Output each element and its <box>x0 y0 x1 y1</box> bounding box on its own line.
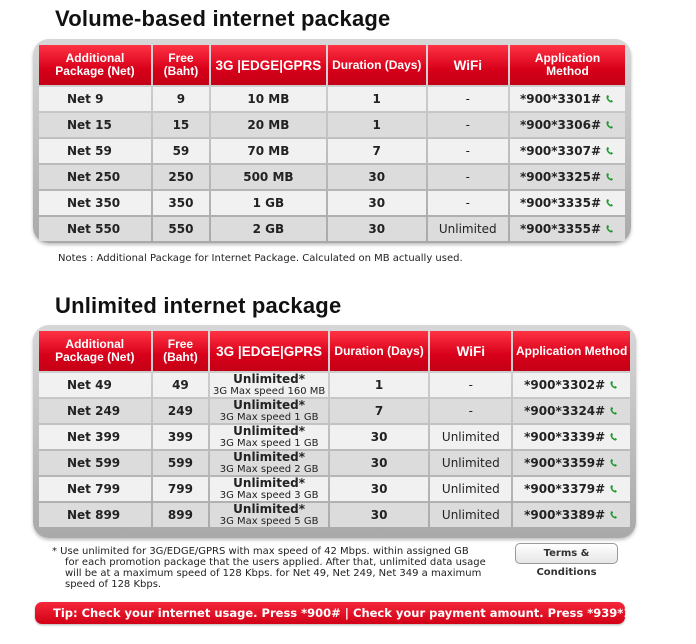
data-allowance: Unlimited* <box>233 424 306 438</box>
footnote-line: for each promotion package that the users applied. After that, unlimited data usage <box>65 557 486 568</box>
dial-code[interactable]: *900*3325# <box>519 170 602 184</box>
wifi-cell: Unlimited <box>430 503 511 527</box>
free-baht: 899 <box>153 503 209 527</box>
free-baht: 15 <box>153 113 209 137</box>
application-method[interactable] <box>513 477 630 501</box>
duration-days: 1 <box>328 113 426 137</box>
phone-icon <box>609 458 619 468</box>
header-additional-package: Additional Package (Net) <box>39 45 151 85</box>
application-method[interactable] <box>510 191 625 215</box>
unlimited-package-table <box>33 325 636 538</box>
phone-icon <box>605 198 615 208</box>
data-cell: 1 GB <box>211 191 326 215</box>
package-name: Net 550 <box>39 217 151 241</box>
terms-conditions-button[interactable]: Terms & Conditions <box>515 543 618 564</box>
unlimited-footnote <box>52 546 492 590</box>
header-application-method: Application Method <box>513 331 630 371</box>
phone-icon <box>605 224 615 234</box>
dial-code[interactable]: *900*3335# <box>519 196 602 210</box>
dial-code[interactable]: *900*3324# <box>524 404 606 418</box>
wifi-cell: - <box>428 165 508 189</box>
phone-icon <box>609 484 619 494</box>
application-method[interactable] <box>513 425 630 449</box>
free-baht: 350 <box>153 191 209 215</box>
package-name: Net 899 <box>39 503 151 527</box>
wifi-cell: - <box>428 139 508 163</box>
phone-icon <box>609 432 619 442</box>
dial-code[interactable]: *900*3359# <box>524 456 606 470</box>
application-method[interactable] <box>513 451 630 475</box>
dial-code[interactable]: *900*3306# <box>519 118 602 132</box>
header-free: Free (Baht) <box>153 331 209 371</box>
header-data-network: 3G |EDGE|GPRS <box>211 45 326 85</box>
wifi-cell: - <box>428 113 508 137</box>
free-baht: 799 <box>153 477 209 501</box>
dial-code[interactable]: *900*3301# <box>519 92 602 106</box>
table-row <box>39 113 625 137</box>
free-baht: 250 <box>153 165 209 189</box>
data-cell: 70 MB <box>211 139 326 163</box>
data-cell <box>210 503 328 527</box>
data-cell: 10 MB <box>211 87 326 111</box>
table-row <box>39 477 630 501</box>
data-cell <box>210 399 328 423</box>
package-name: Net 249 <box>39 399 151 423</box>
header-duration: Duration (Days) <box>330 331 428 371</box>
free-baht: 249 <box>153 399 209 423</box>
application-method[interactable] <box>510 87 625 111</box>
header-wifi: WiFi <box>428 45 508 85</box>
phone-icon <box>609 406 619 416</box>
header-free: Free (Baht) <box>153 45 209 85</box>
dial-code[interactable]: *900*3302# <box>524 378 606 392</box>
phone-icon <box>605 146 615 156</box>
dial-code[interactable]: *900*3355# <box>519 222 602 236</box>
duration-days: 30 <box>330 503 428 527</box>
wifi-cell: Unlimited <box>430 451 511 475</box>
volume-package-table <box>33 39 631 243</box>
duration-days: 30 <box>328 191 426 215</box>
duration-days: 30 <box>328 217 426 241</box>
max-speed: 3G Max speed 1 GB <box>219 438 319 449</box>
free-baht: 599 <box>153 451 209 475</box>
phone-icon <box>605 120 615 130</box>
duration-days: 1 <box>328 87 426 111</box>
package-name: Net 599 <box>39 451 151 475</box>
wifi-cell: - <box>428 87 508 111</box>
unlimited-section-title: Unlimited internet package <box>55 293 342 318</box>
package-name: Net 15 <box>39 113 151 137</box>
dial-code[interactable]: *900*3379# <box>524 482 606 496</box>
duration-days: 7 <box>330 399 428 423</box>
data-allowance: Unlimited* <box>233 398 306 412</box>
application-method[interactable] <box>510 217 625 241</box>
application-method[interactable] <box>510 165 625 189</box>
table-row <box>39 425 630 449</box>
duration-days: 1 <box>330 373 428 397</box>
duration-days: 30 <box>330 425 428 449</box>
max-speed: 3G Max speed 160 MB <box>212 386 326 397</box>
duration-days: 30 <box>330 477 428 501</box>
wifi-cell: - <box>430 399 511 423</box>
application-method[interactable] <box>510 139 625 163</box>
table-row <box>39 373 630 397</box>
phone-icon <box>609 380 619 390</box>
application-method[interactable] <box>513 399 630 423</box>
table-row <box>39 451 630 475</box>
duration-days: 30 <box>330 451 428 475</box>
application-method[interactable] <box>510 113 625 137</box>
data-allowance: Unlimited* <box>233 372 306 386</box>
max-speed: 3G Max speed 5 GB <box>219 516 319 527</box>
dial-code[interactable]: *900*3389# <box>524 508 606 522</box>
header-data-network: 3G |EDGE|GPRS <box>210 331 328 371</box>
package-name: Net 399 <box>39 425 151 449</box>
table-row <box>39 191 625 215</box>
phone-icon <box>605 94 615 104</box>
data-cell <box>210 425 328 449</box>
max-speed: 3G Max speed 1 GB <box>219 412 319 423</box>
data-allowance: Unlimited* <box>233 502 306 516</box>
tip-banner: Tip: Check your internet usage. Press *900# | Check your payment amount. Press *939*1# <box>35 602 625 624</box>
package-name: Net 350 <box>39 191 151 215</box>
free-baht: 9 <box>153 87 209 111</box>
volume-note: Notes : Additional Package for Internet Package. Calculated on MB actually used. <box>58 253 463 264</box>
free-baht: 49 <box>153 373 209 397</box>
table-row <box>39 165 625 189</box>
data-allowance: Unlimited* <box>233 450 306 464</box>
data-cell <box>210 373 328 397</box>
dial-code[interactable]: *900*3339# <box>524 430 606 444</box>
header-wifi: WiFi <box>430 331 511 371</box>
package-name: Net 9 <box>39 87 151 111</box>
package-name: Net 49 <box>39 373 151 397</box>
phone-icon <box>605 172 615 182</box>
footnote-line: speed of 128 Kbps. <box>65 579 162 590</box>
data-cell: 2 GB <box>211 217 326 241</box>
free-baht: 550 <box>153 217 209 241</box>
max-speed: 3G Max speed 2 GB <box>219 464 319 475</box>
table-row <box>39 399 630 423</box>
table-row <box>39 503 630 527</box>
package-name: Net 59 <box>39 139 151 163</box>
max-speed: 3G Max speed 3 GB <box>219 490 319 501</box>
volume-section-title: Volume-based internet package <box>55 6 391 31</box>
package-name: Net 250 <box>39 165 151 189</box>
table-row <box>39 87 625 111</box>
data-allowance: Unlimited* <box>233 476 306 490</box>
table-row <box>39 139 625 163</box>
wifi-cell: Unlimited <box>428 217 508 241</box>
duration-days: 30 <box>328 165 426 189</box>
table-row <box>39 217 625 241</box>
application-method[interactable] <box>513 373 630 397</box>
dial-code[interactable]: *900*3307# <box>519 144 602 158</box>
data-cell <box>210 477 328 501</box>
wifi-cell: Unlimited <box>430 477 511 501</box>
footnote-line: * Use unlimited for 3G/EDGE/GPRS with max speed of 42 Mbps. within assigned GB <box>52 546 469 557</box>
header-duration: Duration (Days) <box>328 45 426 85</box>
data-cell: 20 MB <box>211 113 326 137</box>
package-name: Net 799 <box>39 477 151 501</box>
duration-days: 7 <box>328 139 426 163</box>
data-cell: 500 MB <box>211 165 326 189</box>
free-baht: 399 <box>153 425 209 449</box>
header-additional-package: Additional Package (Net) <box>39 331 151 371</box>
wifi-cell: - <box>430 373 511 397</box>
application-method[interactable] <box>513 503 630 527</box>
phone-icon <box>609 510 619 520</box>
data-cell <box>210 451 328 475</box>
header-application-method: Application Method <box>510 45 625 85</box>
wifi-cell: Unlimited <box>430 425 511 449</box>
wifi-cell: - <box>428 191 508 215</box>
footnote-line: will be at a maximum speed of 128 Kbps. for Net 49, Net 249, Net 349 a maximum <box>65 568 482 579</box>
free-baht: 59 <box>153 139 209 163</box>
